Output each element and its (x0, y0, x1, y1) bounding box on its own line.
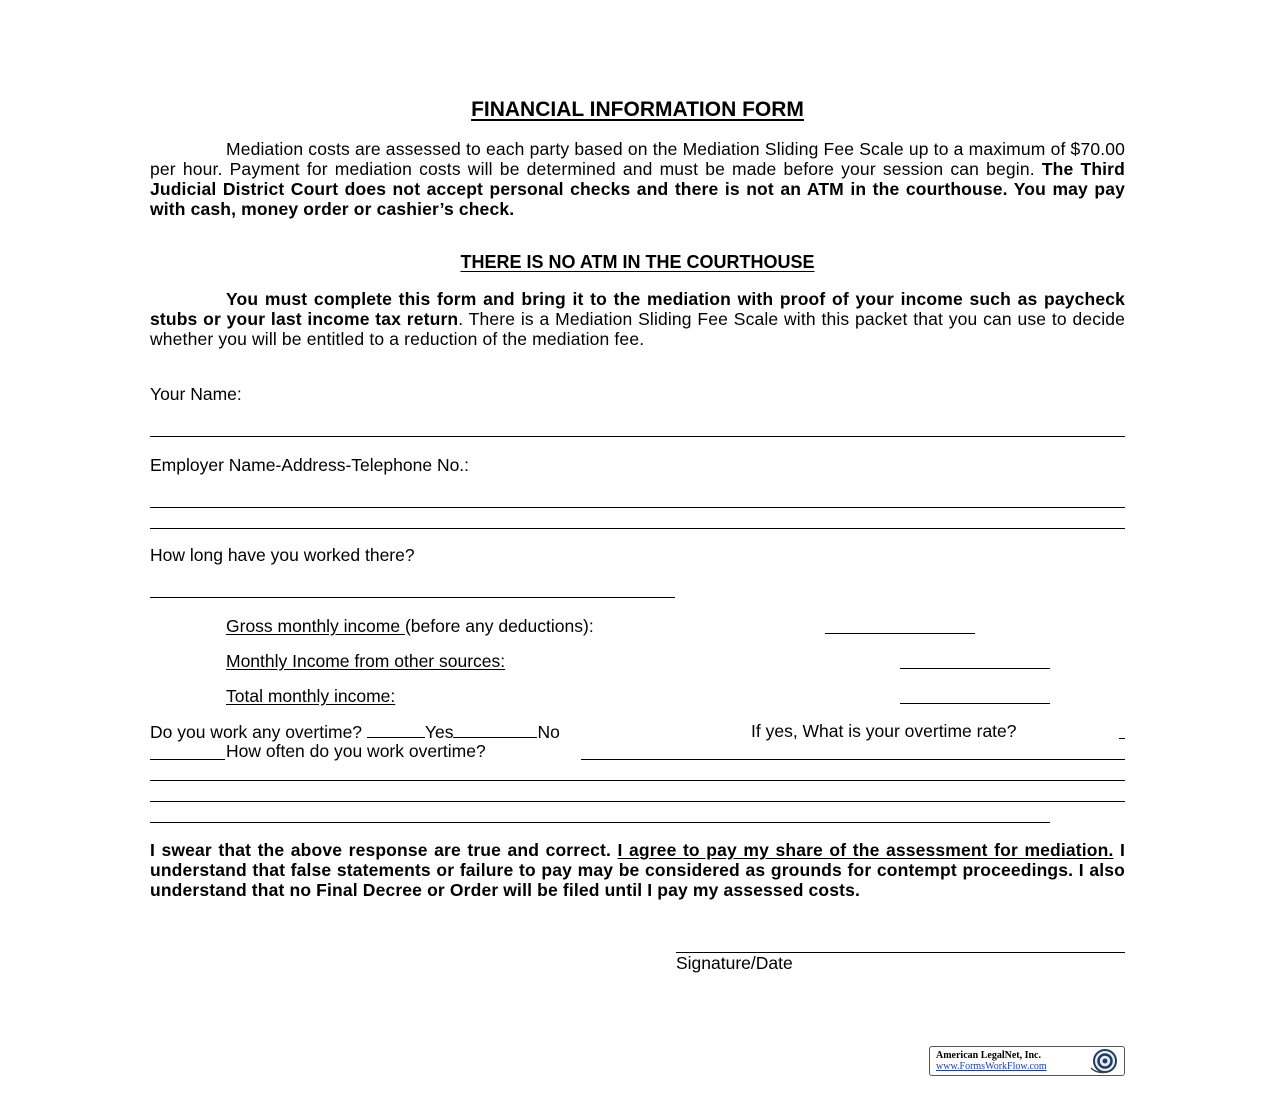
atm-heading: THERE IS NO ATM IN THE COURTHOUSE (460, 252, 815, 272)
overtime-often-line-4[interactable] (150, 822, 1050, 823)
badge-company: American LegalNet, Inc. (936, 1050, 1041, 1061)
instructions-text: . There is a Mediation Sliding Fee Scale with this packet that you can use to decide whether you will be entitled to a reduction of the mediation fee. (150, 309, 1125, 349)
your-name-label: Your Name: (150, 384, 242, 404)
badge-url[interactable]: www.FormsWorkFlow.com (936, 1061, 1047, 1072)
your-name-line[interactable] (150, 436, 1125, 437)
overtime-often-line-2[interactable] (150, 780, 1125, 781)
overtime-often-line-3[interactable] (150, 801, 1125, 802)
intro-text: Mediation costs are assessed to each party based on the Mediation Sliding Fee Scale up to a maximum of $70.00 per hour. Payment for mediation costs will be determined and must be made before your session can begin. (150, 139, 1125, 179)
gross-income-note: (before any deductions): (404, 616, 594, 636)
globe-logo-icon (1085, 1048, 1121, 1074)
overtime-no-label: No (537, 722, 560, 742)
gross-income-row (226, 616, 594, 636)
instructions-paragraph (150, 289, 1125, 349)
gross-income-label: Gross monthly income (226, 616, 405, 636)
oath-agreement: I agree to pay my share of the assessment for mediation. (617, 840, 1114, 860)
overtime-rate-label: If yes, What is your overtime rate? (751, 721, 1017, 741)
overtime-yes-label: Yes (424, 722, 454, 742)
gross-income-blank[interactable] (825, 633, 975, 634)
how-long-line[interactable] (150, 597, 675, 598)
overtime-no-blank[interactable] (453, 721, 537, 738)
american-legalnet-badge[interactable] (929, 1046, 1125, 1076)
total-income-row (226, 686, 395, 706)
intro-paragraph (150, 139, 1125, 219)
oath-text-1: I swear that the above response are true and correct. (150, 840, 618, 860)
oath-text-2: I understand that false statements or failure to pay may be considered as grounds for contempt proceedings. I also understand that no Final Decree or Order will be filed until I pay my assessed costs. (150, 840, 1125, 900)
total-income-blank[interactable] (900, 703, 1050, 704)
how-long-label: How long have you worked there? (150, 545, 415, 565)
intro-bold-text: The Third Judicial District Court does not accept personal checks and there is not an ATM in the courthouse. You may pay with cash, money order or cashier’s check. (150, 159, 1125, 219)
overtime-question: Do you work any overtime? (150, 722, 367, 742)
employer-label: Employer Name-Address-Telephone No.: (150, 455, 470, 475)
employer-line-1[interactable] (150, 507, 1125, 508)
instructions-bold-text: You must complete this form and bring it to the mediation with proof of your income such as paycheck stubs or your last income tax return (150, 289, 1125, 329)
overtime-rate-blank-end[interactable] (150, 759, 225, 760)
oath-paragraph (150, 840, 1125, 900)
total-income-label: Total monthly income: (226, 686, 396, 706)
overtime-question-row (150, 721, 560, 742)
overtime-often-line-1[interactable] (581, 759, 1125, 760)
other-income-row (226, 651, 505, 671)
overtime-often-label: How often do you work overtime? (226, 741, 486, 761)
overtime-rate-blank-start[interactable] (1119, 738, 1125, 739)
overtime-yes-blank[interactable] (367, 721, 425, 738)
form-title: FINANCIAL INFORMATION FORM (471, 98, 804, 121)
employer-line-2[interactable] (150, 528, 1125, 529)
other-income-label: Monthly Income from other sources: (226, 651, 506, 671)
signature-label: Signature/Date (676, 953, 793, 973)
other-income-blank[interactable] (900, 668, 1050, 669)
